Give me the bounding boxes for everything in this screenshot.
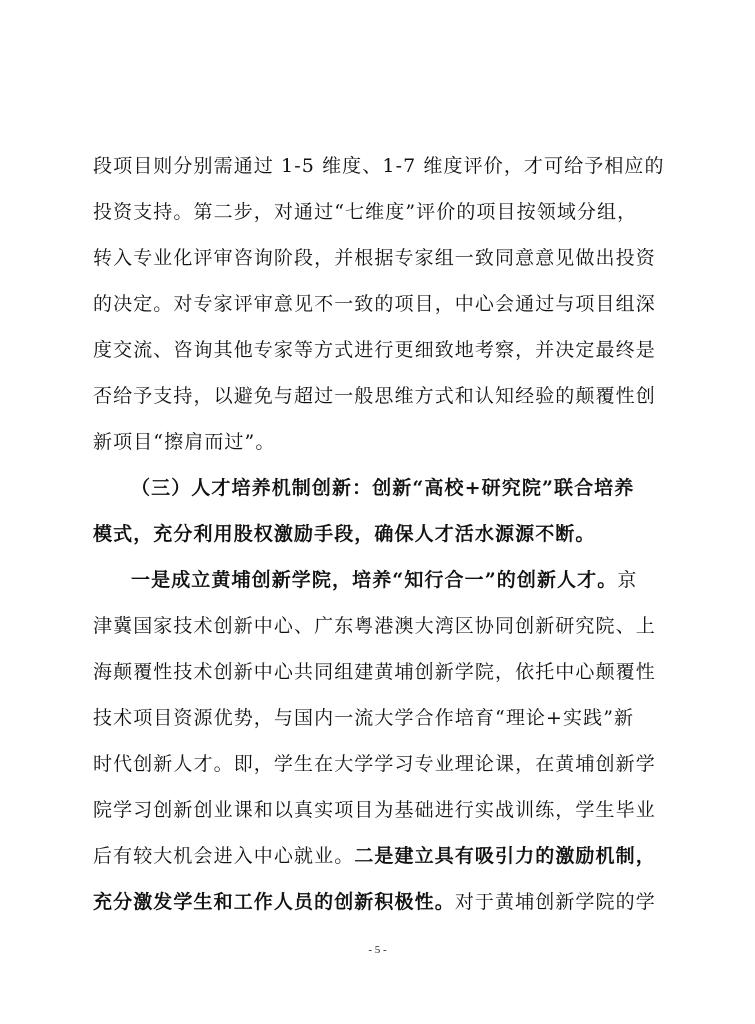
text-line: 津冀国家技术创新中心、广东粤港澳大湾区协同创新研究院、上 <box>93 615 656 637</box>
document-body <box>93 143 668 925</box>
text-run: 对于黄埔创新学院的学 <box>454 891 656 913</box>
section-heading-continued: 模式，充分利用股权激励手段，确保人才活水源源不断。 <box>93 523 596 545</box>
text-line: 段项目则分别需通过 1-5 维度、1-7 维度评价，才可给予相应的 <box>93 155 665 177</box>
text-run: 后有较大机会进入中心就业。 <box>93 845 355 867</box>
text-line: 院学习创新创业课和以真实项目为基础进行实战训练，学生毕业 <box>93 799 656 821</box>
page-number: - 5 - <box>368 944 387 956</box>
text-line: 时代创新人才。即，学生在大学学习专业理论课，在黄埔创新学 <box>93 753 656 775</box>
section-heading: （三）人才培养机制创新：创新“高校+研究院”联合培养 <box>131 477 635 499</box>
text-line: 海颠覆性技术创新中心共同组建黄埔创新学院，依托中心颠覆性 <box>93 661 656 683</box>
text-line: 度交流、咨询其他专家等方式进行更细致地考察，并决定最终是 <box>93 339 656 361</box>
bold-lead: 一是成立黄埔创新学院，培养“知行合一”的创新人才。 <box>131 569 618 591</box>
text-line: 否给予支持，以避免与超过一般思维方式和认知经验的颠覆性创 <box>93 385 656 407</box>
mixed-line <box>93 879 668 925</box>
text-line: 的决定。对专家评审意见不一致的项目，中心会通过与项目组深 <box>93 293 656 315</box>
text-line: 投资支持。第二步，对通过“七维度”评价的项目按领域分组， <box>93 201 638 223</box>
paragraph-first-line <box>93 557 668 603</box>
text-line: 新项目“擦肩而过”。 <box>93 431 276 453</box>
text-line: 技术项目资源优势，与国内一流大学合作培育“理论+实践”新 <box>93 707 635 729</box>
bold-run: 二是建立具有吸引力的激励机制， <box>354 845 656 867</box>
text-line: 转入专业化评审咨询阶段，并根据专家组一致同意意见做出投资 <box>93 247 656 269</box>
text-run: 京 <box>617 569 638 591</box>
mixed-line <box>93 833 668 879</box>
bold-run: 充分激发学生和工作人员的创新积极性。 <box>93 891 455 913</box>
